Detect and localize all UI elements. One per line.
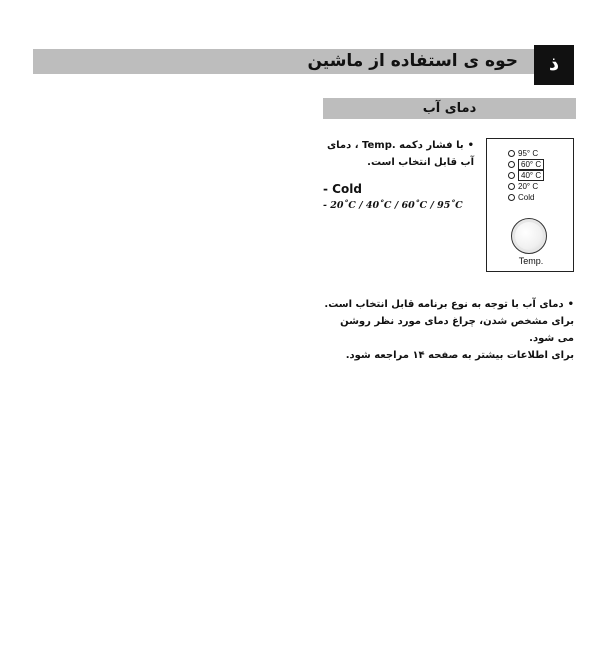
indicator-light-icon [508, 183, 515, 190]
option-cold: Cold [508, 193, 534, 202]
notes-text [318, 296, 574, 364]
bullet-icon: • [467, 140, 474, 151]
indicator-light-icon [508, 194, 515, 201]
option-40c: 40° C [508, 171, 544, 180]
option-95c: 95° C [508, 149, 538, 158]
note-line-1: •دمای آب با توجه به نوع برنامه قابل انتخاب است. [324, 299, 574, 310]
note-line-2: برای مشخص شدن، چراغ دمای مورد نظر روشن [340, 316, 574, 327]
temp-button[interactable] [511, 218, 547, 254]
page-title: حوه ی استفاده از ماشین [307, 51, 518, 71]
indicator-light-icon [508, 150, 515, 157]
temperature-list: - 20˚C / 40˚C / 60˚C / 95˚C [323, 200, 463, 211]
option-20c: 20° C [508, 182, 538, 191]
note-line-4: برای اطلاعات بیشتر به صفحه ۱۴ مراجعه شود. [345, 350, 574, 361]
cold-label: - Cold [323, 182, 362, 196]
note-line-3: می شود. [529, 333, 574, 344]
indicator-light-icon [508, 172, 515, 179]
instruction-line-2: آب قابل انتخاب است. [367, 157, 474, 168]
temp-button-label: Temp. [518, 256, 544, 266]
instruction-text [326, 137, 474, 171]
chapter-marker: ذ [534, 45, 574, 85]
option-60c: 60° C [508, 160, 544, 169]
indicator-light-icon [508, 161, 515, 168]
temperature-panel [486, 138, 574, 272]
section-title: دمای آب [422, 101, 477, 116]
instruction-line-1: •با فشار دکمه .Temp ، دمای [327, 140, 474, 151]
bullet-icon: • [567, 299, 574, 310]
